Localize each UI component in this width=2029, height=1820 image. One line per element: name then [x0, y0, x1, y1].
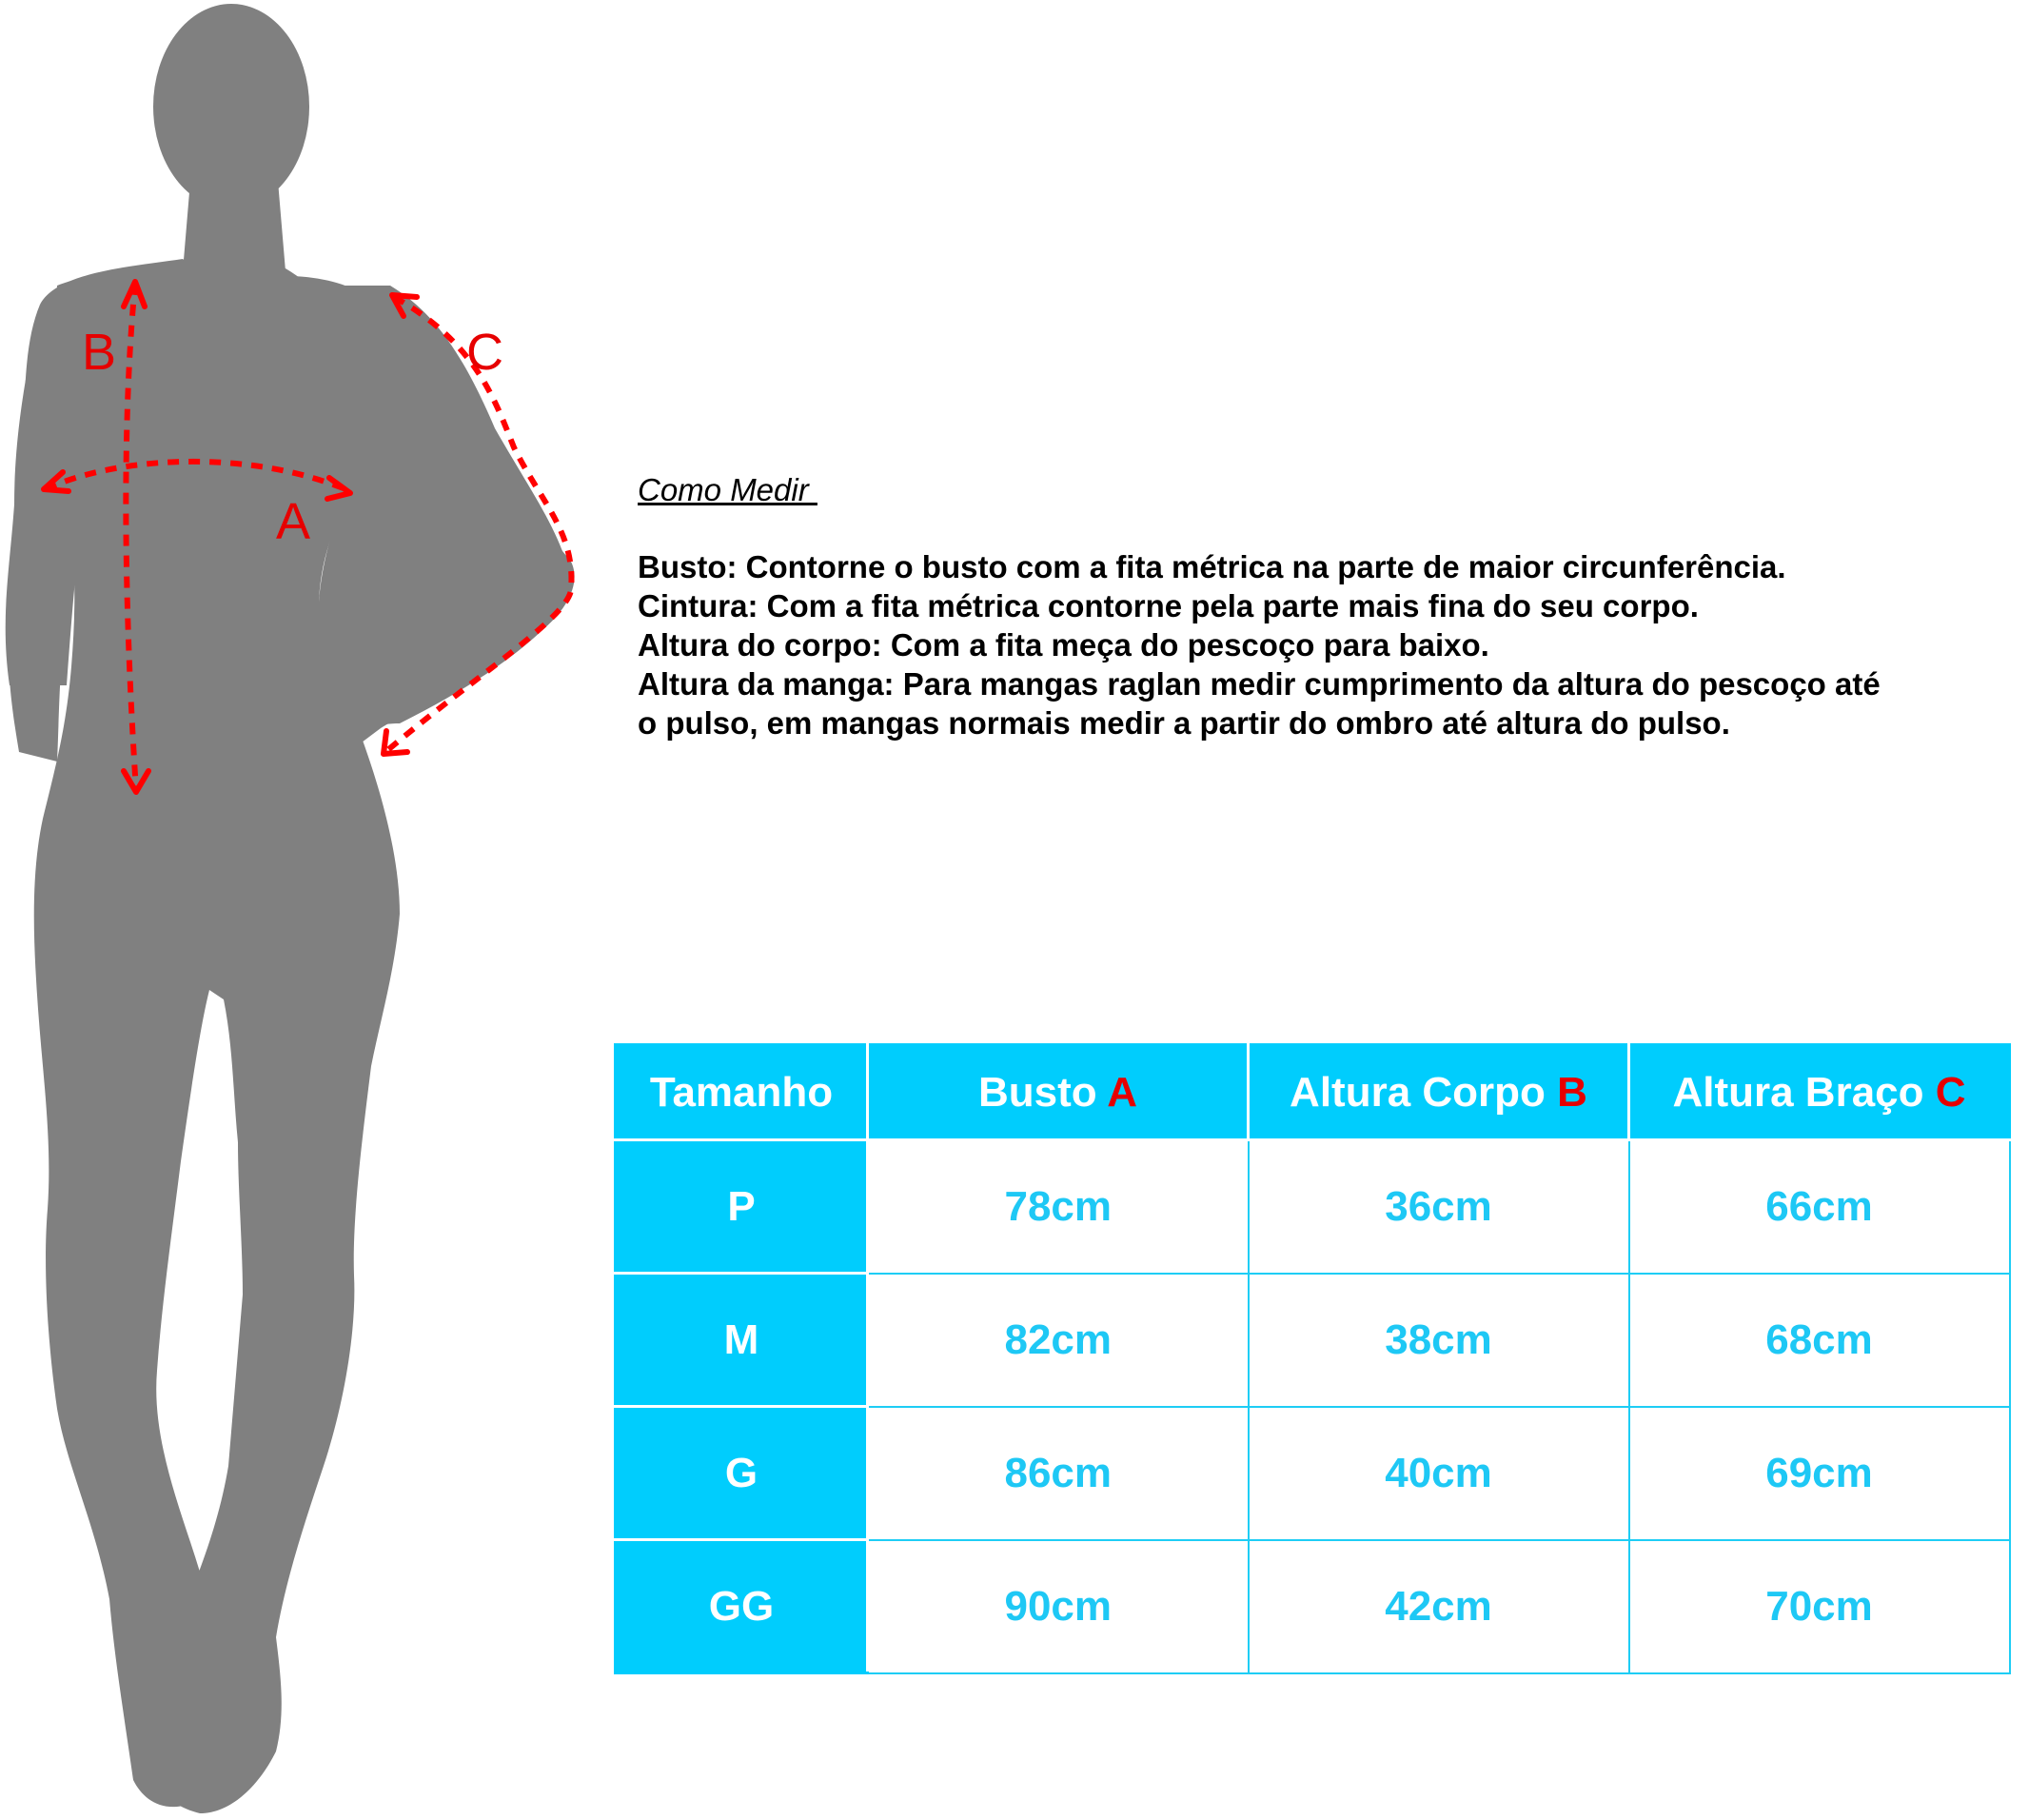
size-table: [614, 1043, 2011, 1674]
table-row: [616, 1540, 2010, 1673]
header-letter: B: [1557, 1068, 1587, 1116]
busto-cell: 82cm: [868, 1274, 1249, 1407]
table-row: [616, 1274, 2010, 1407]
braco-cell: 66cm: [1629, 1140, 2010, 1274]
busto-cell: 86cm: [868, 1407, 1249, 1540]
size-cell: G: [616, 1407, 868, 1540]
instruction-altura-manga: Altura da manga: Para mangas raglan medir cumprimento da altura do pescoço até: [638, 666, 1881, 702]
braco-cell: 70cm: [1629, 1540, 2010, 1673]
busto-cell: 90cm: [868, 1540, 1249, 1673]
table-row: [616, 1407, 2010, 1540]
header-altura-braco: [1629, 1045, 2010, 1140]
braco-cell: 69cm: [1629, 1407, 2010, 1540]
figure-label-a: A: [276, 493, 311, 550]
instruction-busto: Busto: Contorne o busto com a fita métrica na parte de maior circunferência.: [638, 549, 1786, 584]
corpo-cell: 40cm: [1249, 1407, 1629, 1540]
table-header-row: [616, 1045, 2010, 1140]
header-tamanho: [616, 1045, 868, 1140]
instruction-cintura: Cintura: Com a fita métrica contorne pela parte mais fina do seu corpo.: [638, 588, 1699, 623]
silhouette: [6, 4, 575, 1813]
braco-cell: 68cm: [1629, 1274, 2010, 1407]
figure-label-b: B: [82, 324, 117, 381]
size-cell: P: [616, 1140, 868, 1274]
size-cell: GG: [616, 1540, 868, 1673]
figure-label-c: C: [466, 324, 503, 381]
instruction-altura-corpo: Altura do corpo: Com a fita meça do pescoço para baixo.: [638, 627, 1489, 663]
table-row: [616, 1140, 2010, 1274]
header-altura-corpo: [1249, 1045, 1629, 1140]
header-letter: A: [1107, 1068, 1138, 1116]
busto-cell: 78cm: [868, 1140, 1249, 1274]
header-busto: [868, 1045, 1249, 1140]
size-cell: M: [616, 1274, 868, 1407]
header-label: Busto: [977, 1068, 1108, 1116]
header-label: Tamanho: [649, 1068, 834, 1116]
header-label: Altura Corpo: [1290, 1068, 1558, 1116]
corpo-cell: 36cm: [1249, 1140, 1629, 1274]
body-silhouette-figure: [0, 0, 590, 1820]
instructions-heading: Como Medir: [638, 472, 818, 507]
measuring-instructions: [638, 470, 2029, 742]
header-letter: C: [1935, 1068, 1966, 1116]
corpo-cell: 38cm: [1249, 1274, 1629, 1407]
instruction-altura-manga-cont: o pulso, em mangas normais medir a partir do ombro até altura do pulso.: [638, 705, 1730, 741]
header-label: Altura Braço: [1672, 1068, 1936, 1116]
corpo-cell: 42cm: [1249, 1540, 1629, 1673]
